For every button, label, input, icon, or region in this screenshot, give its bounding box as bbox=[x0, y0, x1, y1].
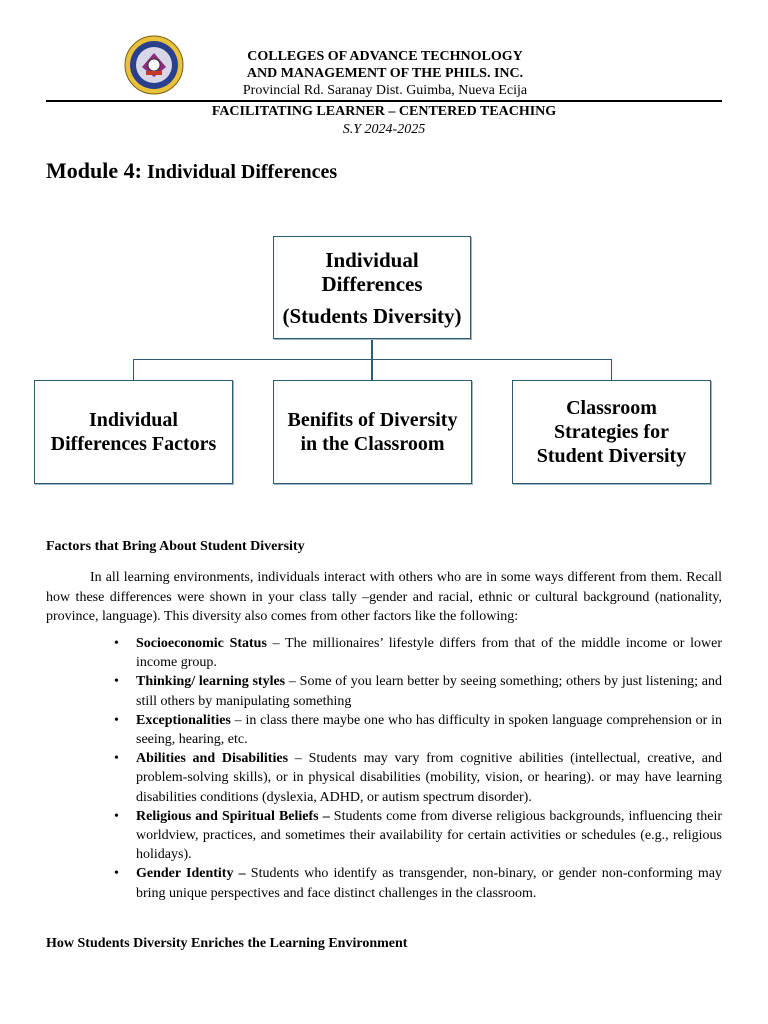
course-title: FACILITATING LEARNER – CENTERED TEACHING bbox=[211, 104, 557, 119]
bullet-icon: • bbox=[114, 751, 119, 767]
list-item-term: Religious and Spiritual Beliefs – bbox=[136, 808, 330, 824]
root-line-1: Individual bbox=[325, 247, 419, 272]
module-name: Individual Differences bbox=[141, 161, 338, 183]
box-benefits-line-1: Benifits of Diversity bbox=[287, 409, 458, 431]
list-item bbox=[110, 634, 722, 672]
box-factors-line-2: Differences Factors bbox=[50, 433, 217, 455]
connector-left bbox=[133, 359, 134, 380]
box-strategies-line-1: Classroom bbox=[566, 397, 657, 419]
list-item-text: – Some of you learn better by seeing something; others by just listening; and still others by manipulating something bbox=[136, 674, 722, 709]
school-year: S.Y 2024-2025 bbox=[342, 122, 426, 137]
module-title bbox=[46, 157, 337, 186]
header-divider bbox=[46, 100, 722, 102]
box-strategies-line-3: Student Diversity bbox=[536, 445, 687, 467]
box-benefits-line-2: in the Classroom bbox=[300, 433, 445, 455]
list-item-text: – Students may vary from cognitive abilities (intellectual, creative, and problem-solving skills), or in physical disabilities (mobility, vision, or hearing). or may have learning disabilities conditions (dyslexia, ADHD, or autism spectrum disorder). bbox=[136, 751, 722, 805]
list-item-term: Thinking/ learning styles bbox=[136, 674, 286, 690]
concept-diagram bbox=[0, 228, 768, 498]
section-heading-enrichment: How Students Diversity Enriches the Learning Environment bbox=[46, 936, 408, 951]
list-item-term: Gender Identity – bbox=[136, 866, 246, 882]
root-line-2: Differences bbox=[321, 271, 423, 296]
intro-paragraph: In all learning environments, individuals interact with others who are in some ways different from them. Recall how these differences were shown in your class tally –gender and racial, ethnic or cultural background (nationality, province, language). This diversity also comes from other factors like the following: bbox=[46, 570, 722, 624]
bullet-icon: • bbox=[114, 674, 119, 690]
diagram-box-factors bbox=[34, 380, 233, 484]
list-item bbox=[110, 672, 722, 710]
list-item-text: Students come from diverse religious backgrounds, influencing their worldview, practices, and sometimes their availability for certain activities or schedules (e.g., religious holidays). bbox=[136, 808, 723, 863]
school-name-line1: COLLEGES OF ADVANCE TECHNOLOGY bbox=[247, 49, 523, 64]
list-item bbox=[110, 711, 722, 749]
connector-root-stem bbox=[371, 339, 373, 360]
list-item-term: Socioeconomic Status bbox=[136, 636, 267, 651]
list-item-term: Abilities and Disabilities bbox=[136, 751, 289, 767]
box-strategies-line-2: Strategies for bbox=[554, 421, 669, 443]
list-item-text: Students who identify as transgender, non-binary, or gender non-conforming may bring unique perspectives and face distinct challenges in the classroom. bbox=[136, 866, 722, 901]
root-line-3: (Students Diversity) bbox=[282, 303, 462, 328]
diagram-root-box bbox=[273, 236, 471, 339]
bullet-icon: • bbox=[114, 712, 119, 728]
connector-right bbox=[611, 359, 612, 380]
section-heading-factors: Factors that Bring About Student Diversity bbox=[46, 539, 305, 554]
list-item-term: Exceptionalities bbox=[136, 712, 231, 728]
module-number: Module 4: bbox=[46, 158, 142, 183]
document-header bbox=[0, 0, 768, 140]
diagram-box-strategies bbox=[512, 380, 711, 484]
school-name-line2: AND MANAGEMENT OF THE PHILS. INC. bbox=[246, 66, 524, 81]
list-item-text: – The millionaires’ lifestyle differs from that of the middle income or lower income group. bbox=[136, 636, 722, 671]
diagram-box-benefits bbox=[273, 380, 472, 484]
bullet-icon: • bbox=[114, 866, 119, 882]
list-item bbox=[110, 749, 722, 807]
factors-list bbox=[110, 634, 722, 903]
list-item-text: – in class there maybe one who has difficulty in spoken language comprehension or in seeing, hearing, etc. bbox=[136, 712, 722, 748]
list-item bbox=[110, 807, 722, 865]
bullet-icon: • bbox=[114, 808, 119, 824]
box-factors-line-1: Individual bbox=[89, 409, 178, 431]
list-item bbox=[110, 864, 722, 902]
bullet-icon: • bbox=[114, 636, 119, 651]
school-address: Provincial Rd. Saranay Dist. Guimba, Nueva Ecija bbox=[242, 83, 528, 98]
school-seal-icon bbox=[124, 35, 184, 95]
connector-middle bbox=[371, 359, 373, 380]
